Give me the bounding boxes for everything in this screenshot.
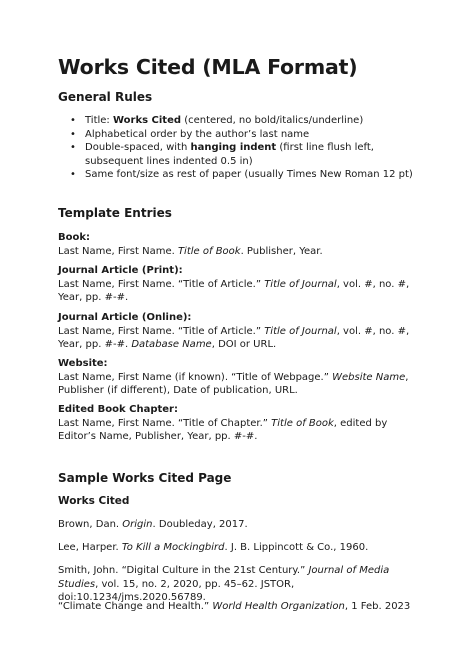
bullet-icon: •: [70, 142, 76, 153]
bullet-icon: •: [70, 115, 76, 126]
template-book: [58, 231, 428, 258]
template-journal-print: [58, 264, 428, 305]
citation-entry: Lee, Harper. To Kill a Mockingbird. J. B. Lippincott & Co., 1960.: [58, 542, 369, 553]
citation-entry: Brown, Dan. Origin. Doubleday, 2017.: [58, 519, 248, 530]
list-item: • Double-spaced, with hanging indent (first line flush left, subsequent lines indented 0.5 in): [70, 142, 374, 167]
template-text: Last Name, First Name. “Title of Article.” Title of Journal, vol. #, no. #, Year, pp. #-#.: [58, 278, 410, 303]
bullet-icon: •: [70, 169, 76, 180]
template-journal-online: [58, 311, 428, 352]
template-website: [58, 357, 428, 398]
sample-heading: Sample Works Cited Page: [58, 471, 232, 485]
general-rules-list: [58, 114, 418, 182]
template-text: Last Name, First Name. Title of Book. Publisher, Year.: [58, 245, 323, 257]
template-label: Book:: [58, 232, 91, 243]
list-item: • Alphabetical order by the author’s last name: [70, 128, 310, 140]
general-rules-heading: General Rules: [58, 90, 153, 104]
template-text: Last Name, First Name. “Title of Article.” Title of Journal, vol. #, no. #, Year, pp. #-#. Database Name, DOI or URL.: [58, 325, 410, 350]
template-label: Journal Article (Print):: [58, 265, 183, 276]
page-title: Works Cited (MLA Format): [58, 55, 358, 79]
template-text: Last Name, First Name. “Title of Chapter.” Title of Book, edited by Editor’s Name, Publisher, Year, pp. #-#.: [58, 417, 388, 442]
template-label: Journal Article (Online):: [58, 312, 192, 323]
template-label: Website:: [58, 358, 108, 369]
template-edited-chapter: [58, 403, 428, 444]
citation-entry: Smith, John. “Digital Culture in the 21st Century.” Journal of Media Studies, vol. 15, no. 2, 2020, pp. 45–62. JSTOR, doi:10.1234/jms.2020.56789.: [58, 565, 390, 603]
works-cited-subheading: Works Cited: [58, 495, 130, 507]
template-label: Edited Book Chapter:: [58, 404, 178, 415]
list-item: • Same font/size as rest of paper (usually Times New Roman 12 pt): [70, 169, 413, 180]
list-item: • Title: Works Cited (centered, no bold/italics/underline): [70, 115, 364, 126]
citation-entry: “Climate Change and Health.” World Health Organization, 1 Feb. 2023: [58, 601, 411, 612]
template-entries-heading: Template Entries: [58, 206, 172, 220]
bullet-icon: •: [70, 128, 76, 140]
template-text: Last Name, First Name (if known). “Title of Webpage.” Website Name, Publisher (if different), Date of publication, URL.: [58, 371, 409, 396]
